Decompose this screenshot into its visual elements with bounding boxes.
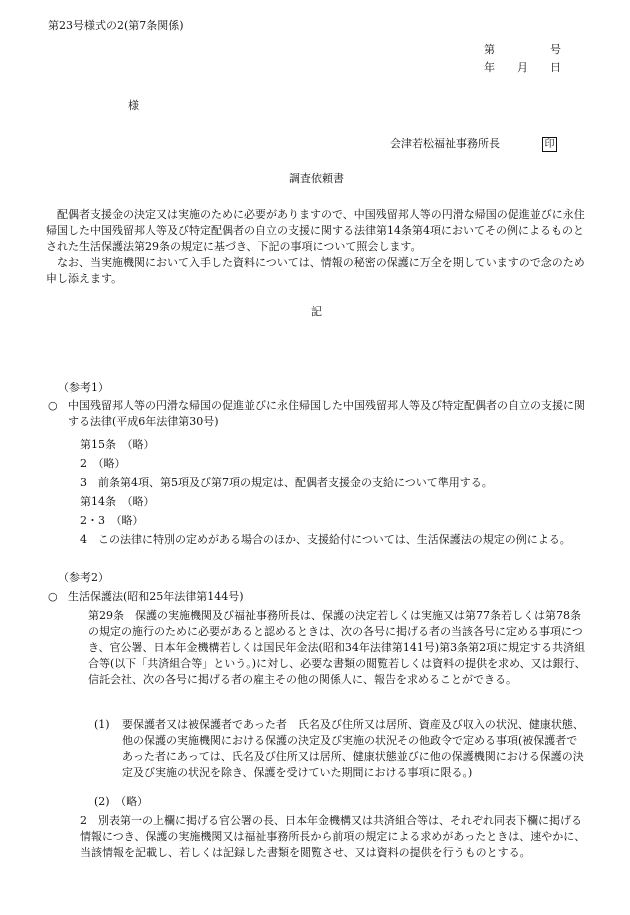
ref1-art14-23: 2・3 （略） <box>80 514 144 527</box>
ref1-law-title <box>68 398 586 430</box>
body-paragraph-2: なお、当実施機関において入手した資料については、情報の秘密の保護に万全を期していますので念のため申し添えます。 <box>46 255 585 285</box>
ref2-bullet: ○ <box>48 590 58 603</box>
ref1-art15-3: 3 前条第4項、第5項及び第7項の規定は、配偶者支援金の支給について準用する。 <box>80 476 493 489</box>
ref2-label: （参考2） <box>58 571 109 584</box>
ref1-bullet: ○ <box>48 399 58 412</box>
form-number: 第23号様式の2(第7条関係) <box>48 19 184 32</box>
ref1-law-text: 中国残留邦人等の円滑な帰国の促進並びに永住帰国した中国残留邦人等及び特定配偶者の自立の支援に関する法律(平成6年法律第30号) <box>68 399 585 428</box>
body-paragraph-1: 配偶者支援金の決定又は実施のために必要がありますので、中国残留邦人等の円滑な帰国の促進並びに永住帰国した中国残留邦人等及び特定配偶者の自立の支援に関する法律第14条第4項においてその例によるものとされた生活保護法第29条の規定に基づき、下記の事項について照会します。 <box>46 208 585 253</box>
document-number: 第 号 <box>484 43 561 56</box>
ref1-art15: 第15条 （略） <box>80 438 155 451</box>
ref1-art14-4: 4 この法律に特別の定めがある場合のほか、支援給付については、生活保護法の規定の例による。 <box>80 533 571 546</box>
sender-block <box>390 136 557 152</box>
addressee-suffix: 様 <box>128 99 139 112</box>
ref2-item1-num: (1) <box>94 718 110 731</box>
document-date: 年 月 日 <box>484 61 561 74</box>
ki-marker: 記 <box>311 305 322 318</box>
ref2-art29: 第29条 保護の実施機関及び福祉事務所長は、保護の決定若しくは実施又は第77条若しくは第78条の規定の施行のために必要があると認めるときは、次の各号に掲げる者の当該各号に定める事項につき、官公署、日本年金機構若しくは国民年金法(昭和34年法律第141号)第3条第2項に規定する共済組合等(以下「共済組合等」という。)に対し、必要な書類の閲覧若しくは資料の提供を求め、又は銀行、信託会社、次の各号に掲げる者の雇主その他の関係人に、報告を求めることができる。 <box>88 609 586 686</box>
document-title: 調査依頼書 <box>289 172 344 185</box>
ref1-art15-2: 2 （略） <box>80 457 126 470</box>
ref1-label: （参考1） <box>58 381 109 394</box>
ref2-item1: 要保護者又は被保護者であった者 氏名及び住所又は居所、資産及び収入の状況、健康状態、他の保護の実施機関における保護の決定及び実施の状況その他政令で定める事項(被保護者であった者にあっては、氏名及び住所又は居所、健康状態並びに他の保護機関における保護の決定及び実施の状況を除き、保護を受けていた期間における事項に限る。) <box>122 718 584 779</box>
sender-name: 会津若松福祉事務所長 <box>390 137 500 150</box>
request-body <box>46 207 586 287</box>
ref2-para2: 2 別表第一の上欄に掲げる官公署の長、日本年金機構又は共済組合等は、それぞれ同表下欄に掲げる情報につき、保護の実施機関又は福祉事務所長から前項の規定による求めがあったときは、速やかに、当該情報を記載し、若しくは記録した書類を閲覧させ、又は資料の提供を行うものとする。 <box>80 814 586 859</box>
ref2-item2: (2) （略） <box>94 795 149 808</box>
seal-mark: 印 <box>542 137 557 152</box>
ref1-art14: 第14条 （略） <box>80 495 155 508</box>
ref2-law-title: 生活保護法(昭和25年法律第144号) <box>68 590 244 603</box>
